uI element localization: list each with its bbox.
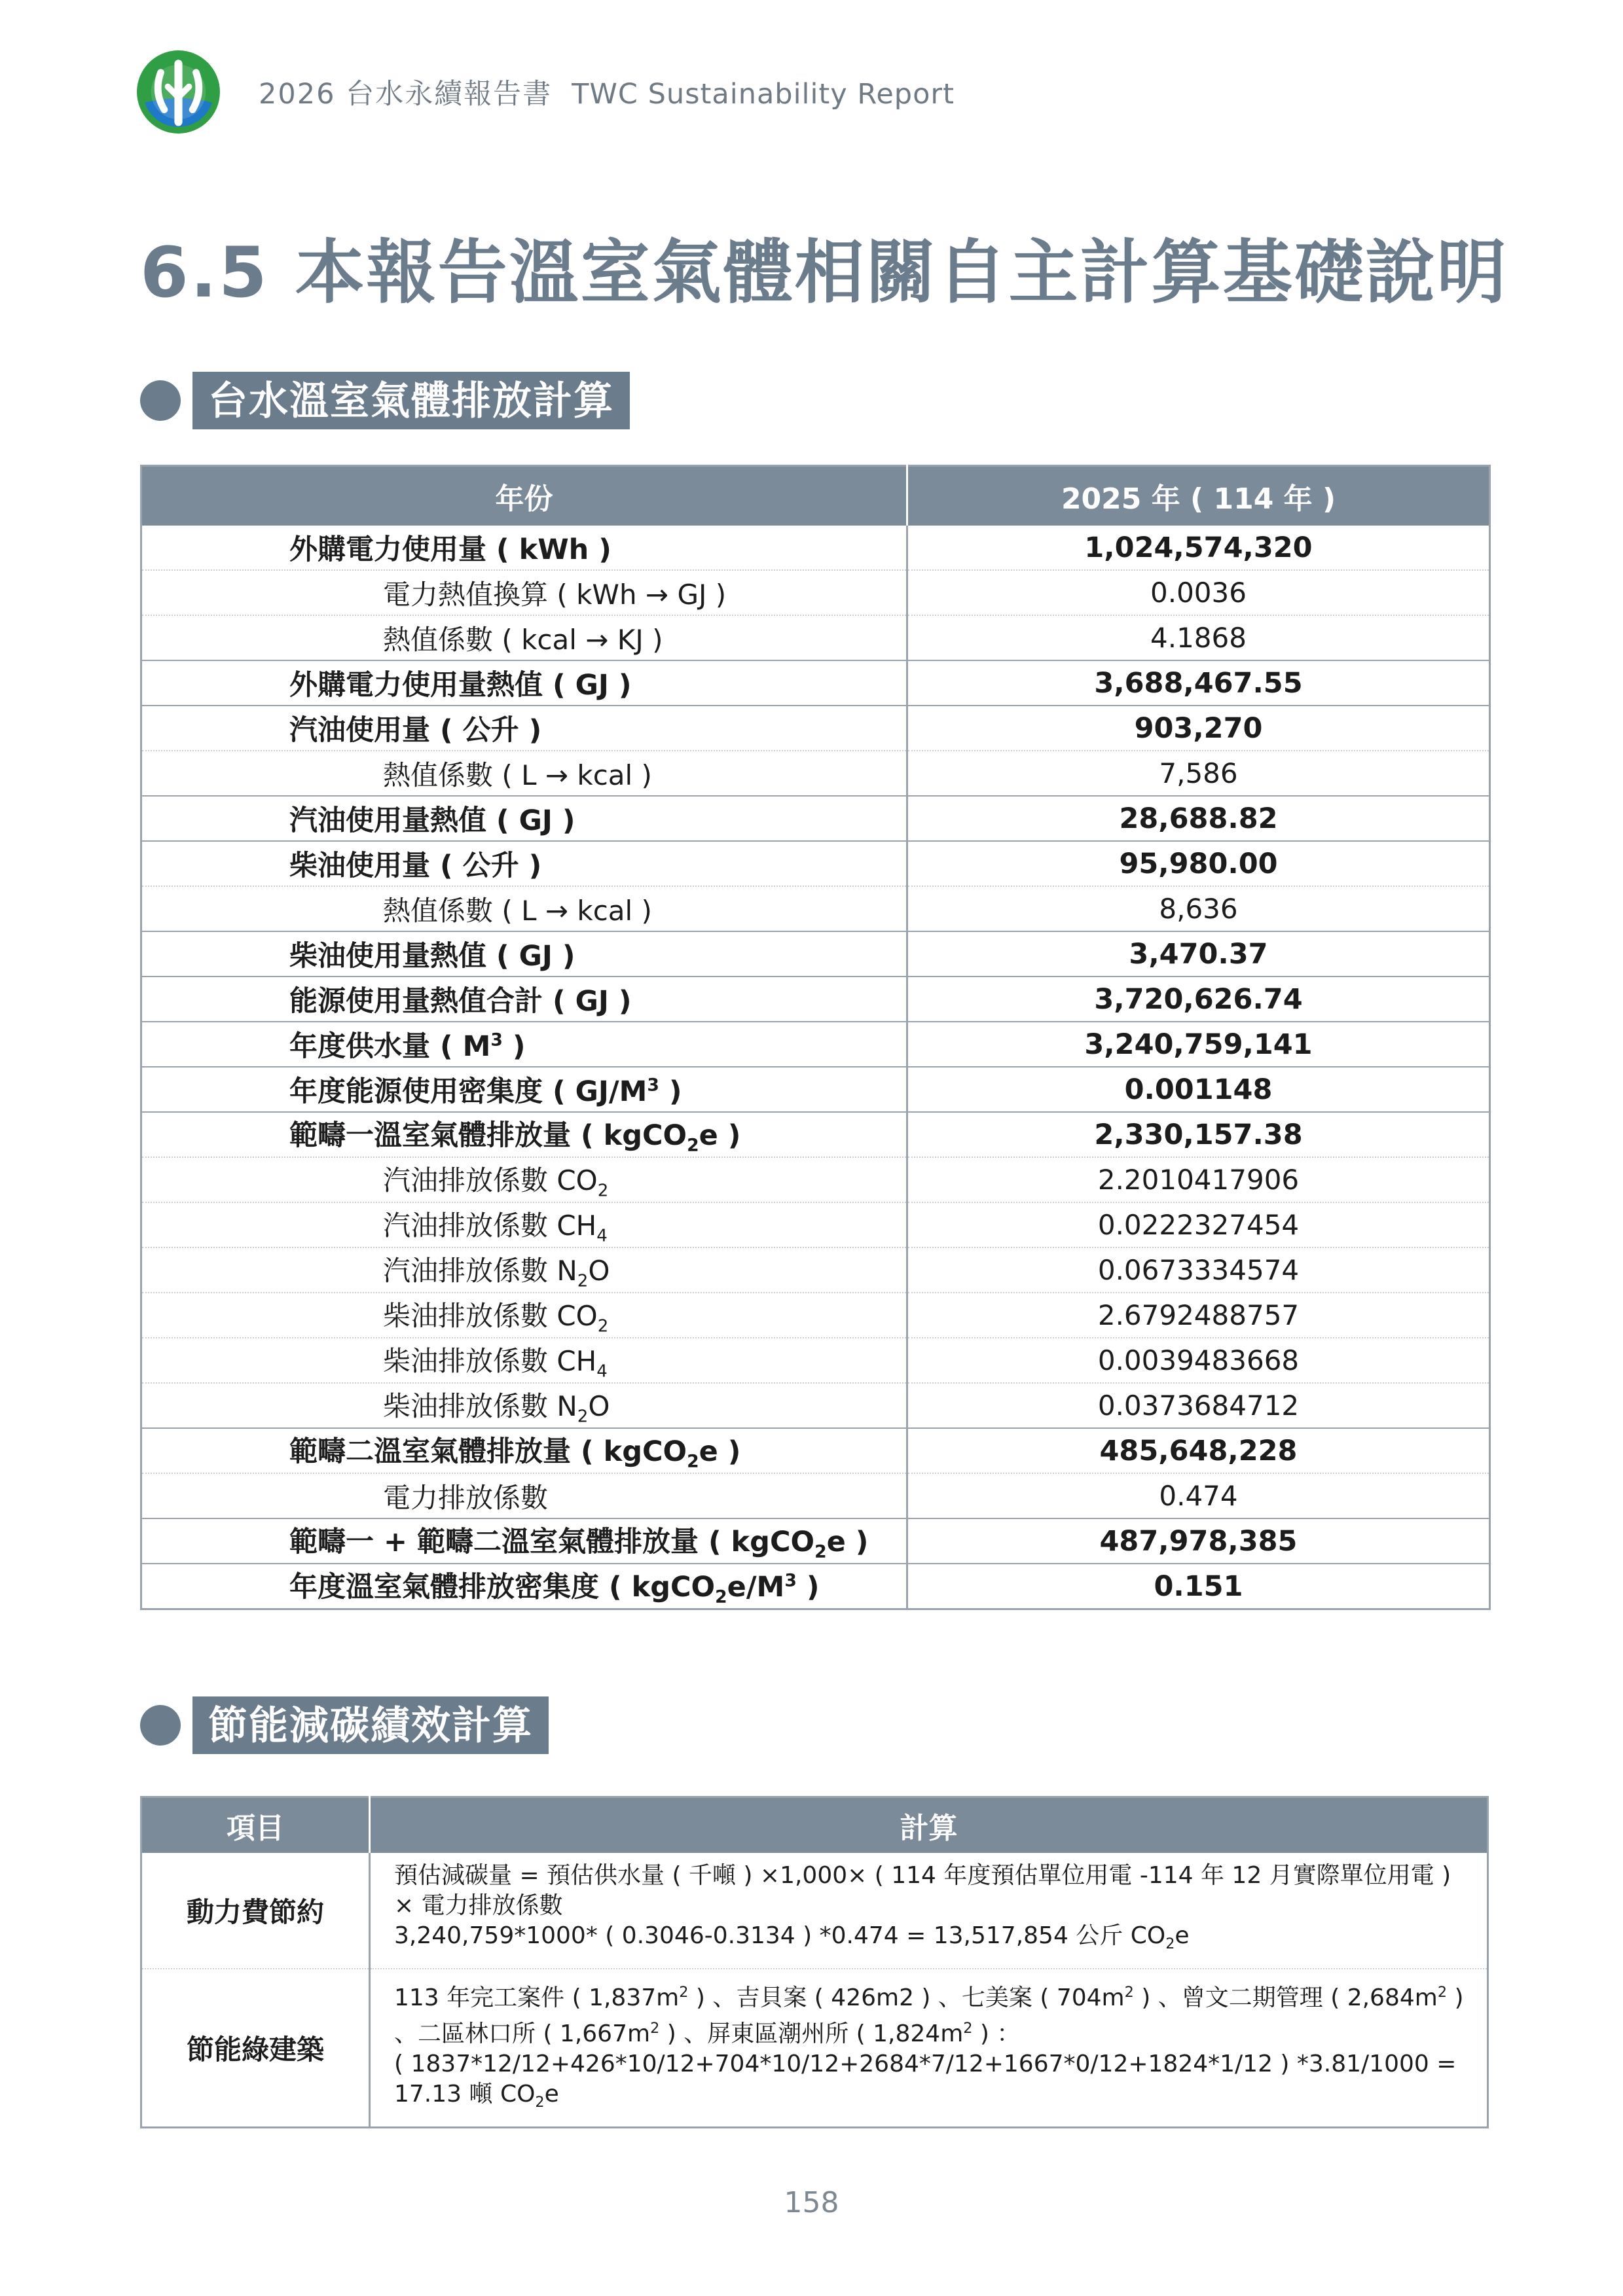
row-value: 0.474	[907, 1473, 1490, 1518]
row-label: 柴油排放係數 $CO_2$	[141, 1293, 907, 1338]
section-heading-label: 節能減碳績效計算	[192, 1696, 549, 1754]
table-row	[141, 1202, 1490, 1247]
row-label: 汽油使用量 ( 公升 )	[141, 706, 907, 751]
report-title-en: TWC Sustainability Report	[572, 77, 955, 111]
table-row	[141, 660, 1490, 706]
table-row	[141, 1067, 1490, 1112]
page-title: 6.5 本報告溫室氣體相關自主計算基礎說明	[140, 232, 1508, 313]
bullet-dot-icon	[140, 1705, 181, 1746]
row-label: 熱值係數 ( L → kcal )	[141, 751, 907, 796]
row-label: 外購電力使用量熱值 ( GJ )	[141, 660, 907, 706]
row-value: 3,240,759,141	[907, 1022, 1490, 1067]
calc-line: 預估減碳量 = 預估供水量 ( 千噸 ) ×1,000× ( 114 年度預估單位用電 -114 年 12 月實際單位用電 ) × 電力排放係數	[394, 1862, 1451, 1919]
row-label: 汽油排放係數 $N_2O$	[141, 1247, 907, 1293]
row-label: 汽油使用量熱值 ( GJ )	[141, 796, 907, 841]
table-row	[141, 886, 1490, 931]
table-header-row	[141, 1797, 1488, 1854]
table-row	[141, 1853, 1488, 1969]
row-label: 柴油使用量 ( 公升 )	[141, 841, 907, 886]
row-value: 0.0373684712	[907, 1383, 1490, 1428]
row-value: 0.0039483668	[907, 1338, 1490, 1383]
calc-line: ( 1837*12/12+426*10/12+704*10/12+2684*7/12+1667*0/12+1824*1/12 ) *3.81/1000 = 17.13 噸 $CO_2e$	[394, 2051, 1457, 2111]
row-label: 範疇一溫室氣體排放量 ( kgCO$_2$e )	[141, 1112, 907, 1157]
ghg-emission-table	[140, 465, 1491, 1610]
row-label: 柴油排放係數 $CH_4$	[141, 1338, 907, 1383]
row-label: 年度供水量 ( $M^3$ )	[141, 1022, 907, 1067]
table-row	[141, 1518, 1490, 1564]
table-row	[141, 1564, 1490, 1609]
row-value: 0.001148	[907, 1067, 1490, 1112]
row-value: 0.151	[907, 1564, 1490, 1609]
row-value: 485,648,228	[907, 1428, 1490, 1473]
twc-logo-icon	[134, 48, 223, 136]
report-title	[259, 72, 955, 112]
report-title-zh: 2026 台水永續報告書	[259, 77, 553, 111]
row-value: 0.0222327454	[907, 1202, 1490, 1247]
bullet-dot-icon	[140, 380, 181, 421]
table-row	[141, 706, 1490, 751]
row-value: 3,688,467.55	[907, 660, 1490, 706]
table-row	[141, 751, 1490, 796]
calc-cell	[370, 1853, 1488, 1969]
table-header-row	[141, 466, 1490, 526]
row-value: 0.0673334574	[907, 1247, 1490, 1293]
section-heading-ghg	[140, 372, 630, 429]
col-header-year: 年份	[141, 466, 907, 526]
row-label: 熱值係數 ( L → kcal )	[141, 886, 907, 931]
table-row	[141, 1473, 1490, 1518]
calc-line: 3,240,759*1000* ( 0.3046-0.3134 ) *0.474 = 13,517,854 公斤 $CO_2e$	[394, 1922, 1190, 1953]
table-row	[141, 526, 1490, 570]
row-value: 2.6792488757	[907, 1293, 1490, 1338]
table-row	[141, 1338, 1490, 1383]
row-value: 487,978,385	[907, 1518, 1490, 1564]
row-value: 8,636	[907, 886, 1490, 931]
page-header	[134, 49, 955, 134]
row-label: 能源使用量熱值合計 ( GJ )	[141, 977, 907, 1022]
row-value: 1,024,574,320	[907, 526, 1490, 570]
table-row	[141, 1969, 1488, 2128]
table-row	[141, 796, 1490, 841]
section-heading-saving	[140, 1696, 549, 1754]
row-label: 年度能源使用密集度 ( $GJ/M^3$ )	[141, 1067, 907, 1112]
row-label: 柴油排放係數 $N_2O$	[141, 1383, 907, 1428]
table-row	[141, 570, 1490, 615]
table-row	[141, 1022, 1490, 1067]
row-label: 範疇一 + 範疇二溫室氣體排放量 ( kgCO$_2$e )	[141, 1518, 907, 1564]
row-label: 汽油排放係數 $CO_2$	[141, 1157, 907, 1202]
row-value: 2,330,157.38	[907, 1112, 1490, 1157]
row-value: 3,470.37	[907, 931, 1490, 977]
table-row	[141, 931, 1490, 977]
table-row	[141, 1112, 1490, 1157]
energy-saving-table	[140, 1796, 1489, 2128]
calc-cell	[370, 1969, 1488, 2128]
row-label: 熱值係數 ( kcal → KJ )	[141, 615, 907, 660]
section-heading-label: 台水溫室氣體排放計算	[192, 372, 630, 429]
table-row	[141, 1157, 1490, 1202]
table-row	[141, 1247, 1490, 1293]
row-value: 3,720,626.74	[907, 977, 1490, 1022]
table-row	[141, 1293, 1490, 1338]
row-label: 柴油使用量熱值 ( GJ )	[141, 931, 907, 977]
row-label: 電力熱值換算 ( kWh → GJ )	[141, 570, 907, 615]
row-label: 範疇二溫室氣體排放量 ( kgCO$_2$e )	[141, 1428, 907, 1473]
table-row	[141, 841, 1490, 886]
item-label: 動力費節約	[141, 1853, 370, 1969]
row-value: 903,270	[907, 706, 1490, 751]
row-value: 28,688.82	[907, 796, 1490, 841]
row-value: 4.1868	[907, 615, 1490, 660]
row-value: 95,980.00	[907, 841, 1490, 886]
table-row	[141, 1383, 1490, 1428]
col-header-value: 2025 年 ( 114 年 )	[907, 466, 1490, 526]
row-label: 年度溫室氣體排放密集度 ( $kgCO_2e/M^3$ )	[141, 1564, 907, 1609]
calc-line: 113 年完工案件 ( $1,837m^2$ ) 、吉貝案 ( 426m2 ) 、七美案 ( $704m^2$ ) 、曾文二期管理 ( $2,684m^2$ ) 、二區林口所 ( $1,667m^2$ ) 、屏東區潮州所 ( $1,824m^2$ ) ：	[394, 1984, 1464, 2048]
table-row	[141, 615, 1490, 660]
page-number: 158	[784, 2186, 839, 2219]
row-label: 外購電力使用量 ( kWh )	[141, 526, 907, 570]
col-header-calc: 計算	[370, 1797, 1488, 1854]
item-label: 節能綠建築	[141, 1969, 370, 2128]
col-header-item: 項目	[141, 1797, 370, 1854]
table-row	[141, 1428, 1490, 1473]
table-row	[141, 977, 1490, 1022]
row-label: 汽油排放係數 $CH_4$	[141, 1202, 907, 1247]
row-label: 電力排放係數	[141, 1473, 907, 1518]
row-value: 7,586	[907, 751, 1490, 796]
row-value: 0.0036	[907, 570, 1490, 615]
row-value: 2.2010417906	[907, 1157, 1490, 1202]
